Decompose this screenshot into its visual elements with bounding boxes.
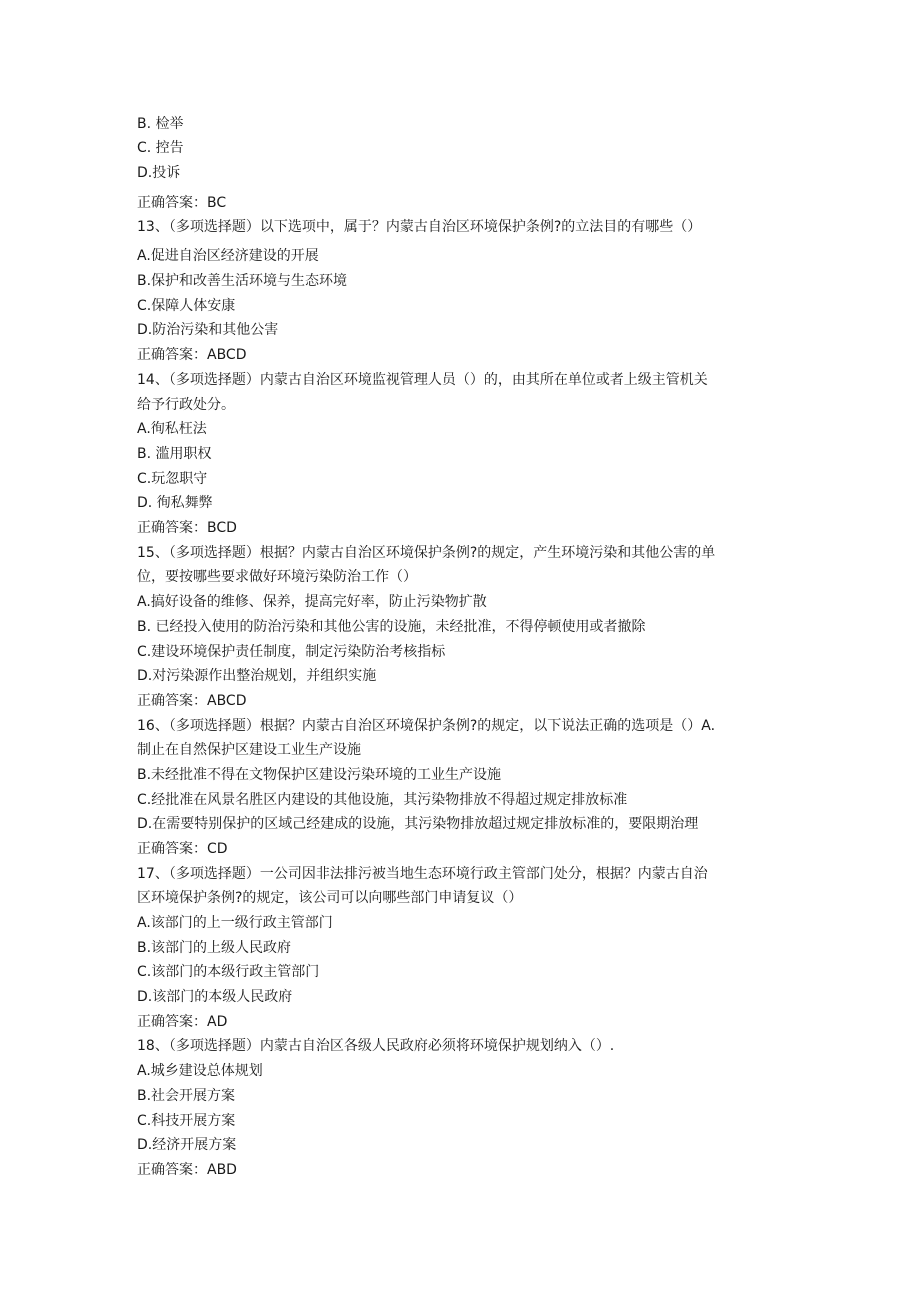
option-line: B.未经批准不得在文物保护区建设污染环境的工业生产设施 <box>137 767 502 783</box>
option-line: C.保障人体安康 <box>137 298 236 314</box>
option-line: C.建设环境保护责任制度，制定污染防治考核指标 <box>137 644 446 660</box>
option-line: B. 滥用职权 <box>137 446 212 462</box>
option-line: B.该部门的上级人民政府 <box>137 940 292 956</box>
option-line: A.促进自治区经济建设的开展 <box>137 248 319 264</box>
answer-line: 正确答案：BC <box>137 195 227 211</box>
answer-line: 正确答案：AD <box>137 1014 228 1030</box>
option-line: A.该部门的上一级行政主管部门 <box>137 915 333 931</box>
option-line: C.玩忽职守 <box>137 471 208 487</box>
question-line: 位，要按哪些要求做好环境污染防治工作（） <box>137 569 417 585</box>
question-line: 13、（多项选择题）以下选项中，属于？内蒙古自治区环境保护条例?的立法目的有哪些（） <box>137 219 702 235</box>
option-line: C.该部门的本级行政主管部门 <box>137 964 320 980</box>
question-line: 18、（多项选择题）内蒙古自治区各级人民政府必须将环境保护规划纳入（）. <box>137 1038 615 1054</box>
option-line: C. 控告 <box>137 140 184 156</box>
question-line: 14、（多项选择题）内蒙古自治区环境监视管理人员（）的，由其所在单位或者上级主管机关 <box>137 372 708 388</box>
answer-line: 正确答案：ABCD <box>137 693 247 709</box>
option-line: D. 徇私舞弊 <box>137 495 213 511</box>
question-line: 区环境保护条例?的规定，该公司可以向哪些部门申请复议（） <box>137 890 523 906</box>
option-line: B.社会开展方案 <box>137 1088 236 1104</box>
answer-line: 正确答案：CD <box>137 841 228 857</box>
option-line: D.在需要特别保护的区域己经建成的设施，其污染物排放超过规定排放标准的，要限期治理 <box>137 816 699 832</box>
option-line: D.防治污染和其他公害 <box>137 322 279 338</box>
question-line: 15、（多项选择题）根据？内蒙古自治区环境保护条例?的规定，产生环境污染和其他公害的单 <box>137 545 716 561</box>
answer-line: 正确答案：BCD <box>137 520 237 536</box>
question-line: 16、（多项选择题）根据？内蒙古自治区环境保护条例?的规定，以下说法正确的选项是（）A. <box>137 718 716 734</box>
option-line: D.投诉 <box>137 165 181 181</box>
option-line: D.该部门的本级人民政府 <box>137 989 293 1005</box>
option-line: B. 检举 <box>137 116 184 132</box>
option-line: A.城乡建设总体规划 <box>137 1063 263 1079</box>
option-line: A.搞好设备的维修、保养，提高完好率，防止污染物扩散 <box>137 594 487 610</box>
option-line: C.经批准在风景名胜区内建设的其他设施，其污染物排放不得超过规定排放标准 <box>137 792 628 808</box>
option-line: B. 已经投入使用的防治污染和其他公害的设施，未经批准，不得停顿使用或者撤除 <box>137 619 646 635</box>
option-line: 制止在自然保护区建设工业生产设施 <box>137 742 361 758</box>
option-line: C.科技开展方案 <box>137 1113 236 1129</box>
answer-line: 正确答案：ABCD <box>137 347 247 363</box>
question-line: 17、（多项选择题）一公司因非法排污被当地生态环境行政主管部门处分，根据？内蒙古自治 <box>137 866 708 882</box>
option-line: A.徇私枉法 <box>137 421 207 437</box>
answer-line: 正确答案：ABD <box>137 1162 237 1178</box>
option-line: D.对污染源作出整治规划，并组织实施 <box>137 668 377 684</box>
question-line: 给予行政处分。 <box>137 397 235 413</box>
option-line: D.经济开展方案 <box>137 1137 237 1153</box>
option-line: B.保护和改善生活环境与生态环境 <box>137 273 348 289</box>
